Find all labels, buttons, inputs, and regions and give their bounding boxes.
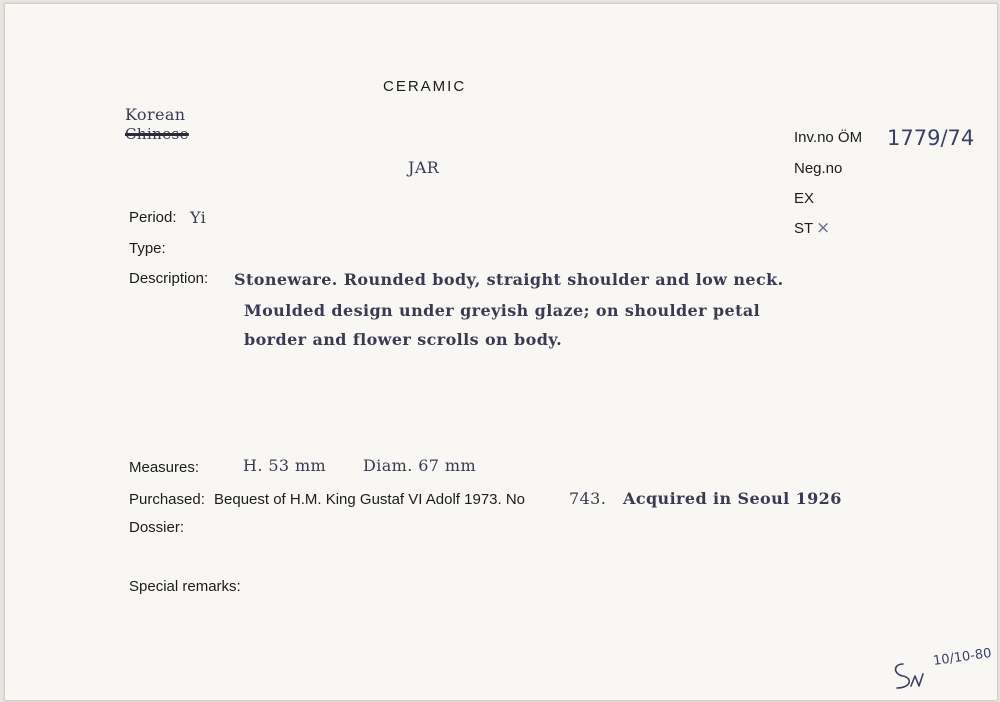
st-label: ST	[794, 220, 814, 237]
description-line: Stoneware. Rounded body, straight shoulder and low neck.	[234, 270, 784, 289]
catalogue-card	[4, 3, 998, 701]
special-remarks-label: Special remarks:	[129, 578, 241, 595]
period-value: Yi	[190, 208, 207, 227]
measures-diameter: Diam. 67 mm	[363, 456, 477, 475]
period-label: Period:	[129, 209, 177, 226]
ex-label: EX	[794, 190, 815, 207]
origin-struck: Chinese	[125, 125, 189, 143]
signature-date: 10/10-80	[932, 645, 993, 670]
dossier-label: Dossier:	[129, 519, 185, 536]
type-label: Type:	[129, 240, 166, 257]
neg-no-label: Neg.no	[794, 160, 843, 177]
description-line: Moulded design under greyish glaze; on shoulder petal	[244, 301, 761, 320]
measures-label: Measures:	[129, 459, 200, 476]
description-label: Description:	[129, 270, 209, 287]
inv-no-value: 1779/74	[887, 126, 975, 150]
category-heading: CERAMIC	[383, 78, 467, 95]
purchase-number: 743.	[569, 489, 607, 508]
measures-height: H. 53 mm	[243, 456, 327, 475]
acquisition-note: Acquired in Seoul 1926	[623, 489, 842, 508]
inv-no-label: Inv.no ÖM	[794, 129, 863, 146]
object-name: JAR	[408, 158, 440, 177]
purchased-text: Bequest of H.M. King Gustaf VI Adolf 1973. No	[214, 491, 526, 508]
origin-label: Korean	[125, 105, 186, 124]
st-mark: ×	[816, 218, 831, 238]
purchased-label: Purchased:	[129, 491, 205, 508]
description-line: border and flower scrolls on body.	[244, 330, 563, 349]
